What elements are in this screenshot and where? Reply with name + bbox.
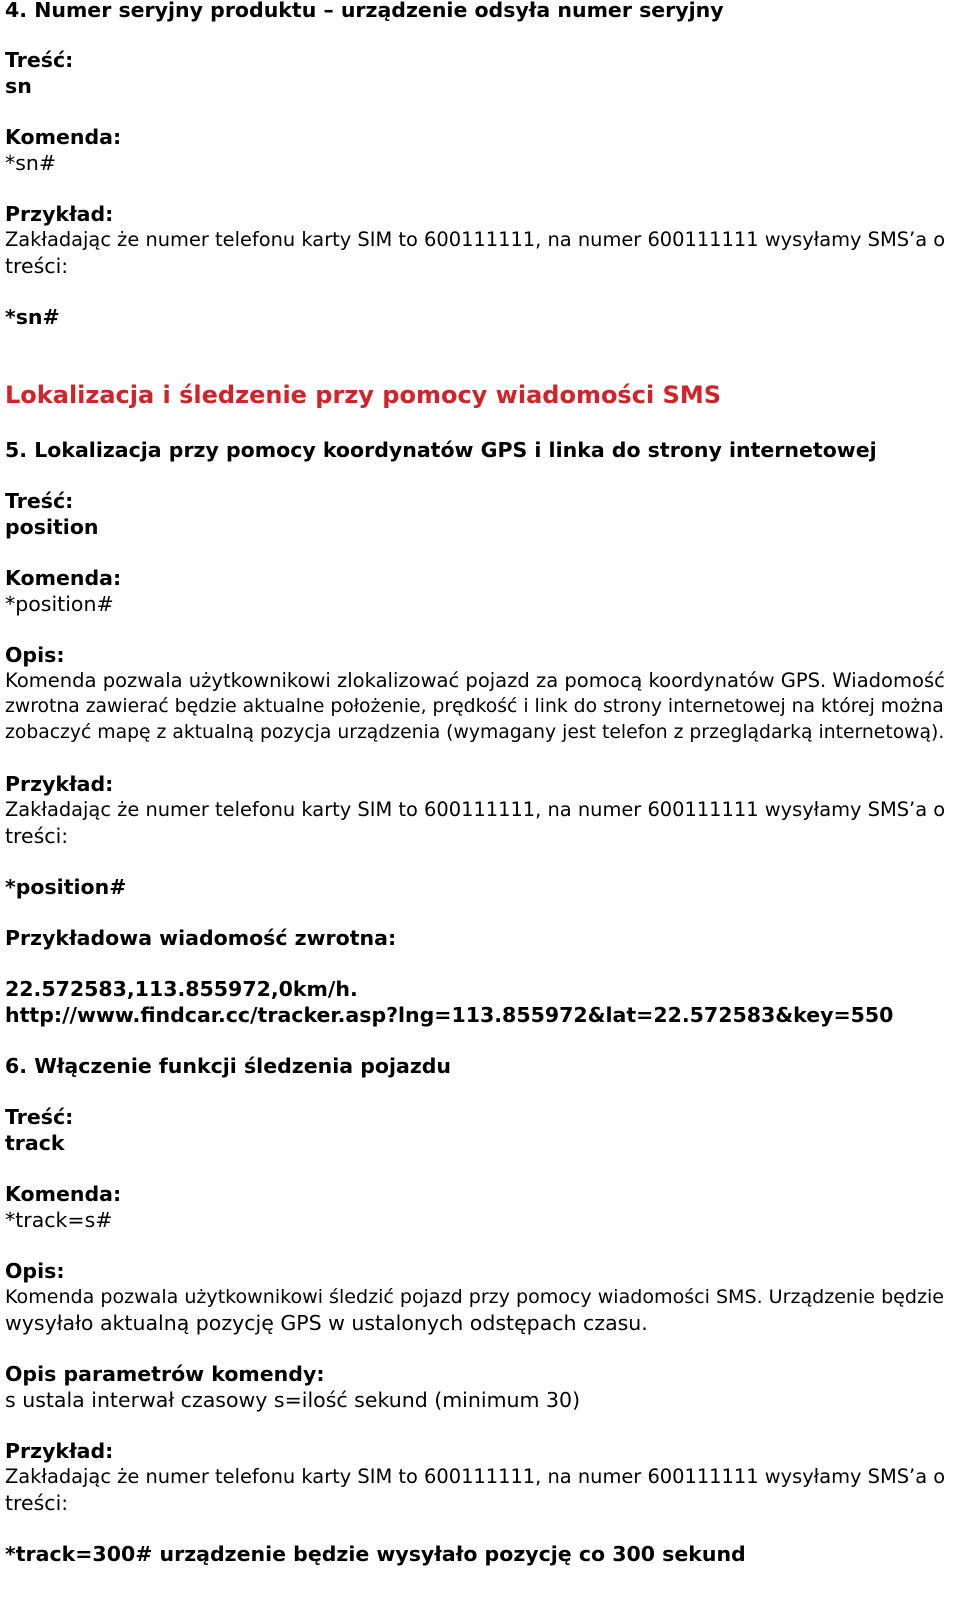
section-5-opis-line-1: Komenda pozwala użytkownikowi zlokalizować pojazd za pomocą koordynatów GPS. Wiadomość [5,669,945,692]
section-4-example-sms: *sn# [5,305,60,329]
section-6-opis-line-1: Komenda pozwala użytkownikowi śledzić pojazd przy pomocy wiadomości SMS. Urządzenie będzie [5,1286,944,1308]
section-4-przyklad-line-2: treści: [5,254,69,278]
section-5-opis-line-2: zwrotna zawierać będzie aktualne położenie, prędkość i link do strony internetowej na której można [5,696,944,717]
section-6-opis-line-2: wysyłało aktualną pozycję GPS w ustalonych odstępach czasu. [5,1311,648,1335]
section-4-tresc-value: sn [5,74,32,98]
section-5-reply-label: Przykładowa wiadomość zwrotna: [5,926,397,950]
section-6-example-sms: *track=300# urządzenie będzie wysyłało pozycję co 300 sekund [5,1542,746,1566]
section-4-przyklad-label: Przykład: [5,202,114,226]
section-5-przyklad-line-2: treści: [5,824,69,848]
section-5-tresc-label: Treść: [5,489,74,513]
section-4-komenda-value: *sn# [5,151,57,175]
section-5-reply-line-1: 22.572583,113.855972,0km/h. [5,977,358,1001]
section-5-przyklad-line-1: Zakładając że numer telefonu karty SIM to 600111111, na numer 600111111 wysyłamy SMS’a o [5,798,946,821]
section-5-heading: 5. Lokalizacja przy pomocy koordynatów GPS i linka do strony internetowej [5,438,877,462]
section-6-opis-label: Opis: [5,1259,65,1283]
section-6-tresc-label: Treść: [5,1105,74,1129]
section-6-params-label: Opis parametrów komendy: [5,1362,325,1386]
section-6-params-value: s ustala interwał czasowy s=ilość sekund (minimum 30) [5,1388,581,1412]
section-5-reply-url: http://www.findcar.cc/tracker.asp?lng=113.855972&lat=22.572583&key=550 [5,1003,894,1027]
section-6-przyklad-line-1: Zakładając że numer telefonu karty SIM to 600111111, na numer 600111111 wysyłamy SMS’a o [5,1465,946,1488]
section-5-przyklad-label: Przykład: [5,772,114,796]
section-6-tresc-value: track [5,1131,65,1155]
section-6-komenda-value: *track=s# [5,1208,113,1232]
section-5-opis-label: Opis: [5,643,65,667]
section-5-komenda-label: Komenda: [5,566,122,590]
section-6-heading: 6. Włączenie funkcji śledzenia pojazdu [5,1054,452,1078]
section-4-przyklad-line-1: Zakładając że numer telefonu karty SIM to 600111111, na numer 600111111 wysyłamy SMS’a o [5,228,946,251]
section-5-tresc-value: position [5,515,99,539]
section-5-komenda-value: *position# [5,592,114,616]
section-5-example-sms: *position# [5,875,127,899]
section-4-heading: 4. Numer seryjny produktu – urządzenie odsyła numer seryjny [5,0,724,22]
section-6-przyklad-line-2: treści: [5,1491,69,1515]
section-5-opis-line-3: zobaczyć mapę z aktualną pozycja urządzenia (wymagany jest telefon z przeglądarką internetową). [5,722,945,743]
section-6-przyklad-label: Przykład: [5,1439,114,1463]
section-4-komenda-label: Komenda: [5,125,122,149]
section-6-komenda-label: Komenda: [5,1182,122,1206]
section-4-tresc-label: Treść: [5,48,74,72]
section-title: Lokalizacja i śledzenie przy pomocy wiadomości SMS [5,381,721,409]
